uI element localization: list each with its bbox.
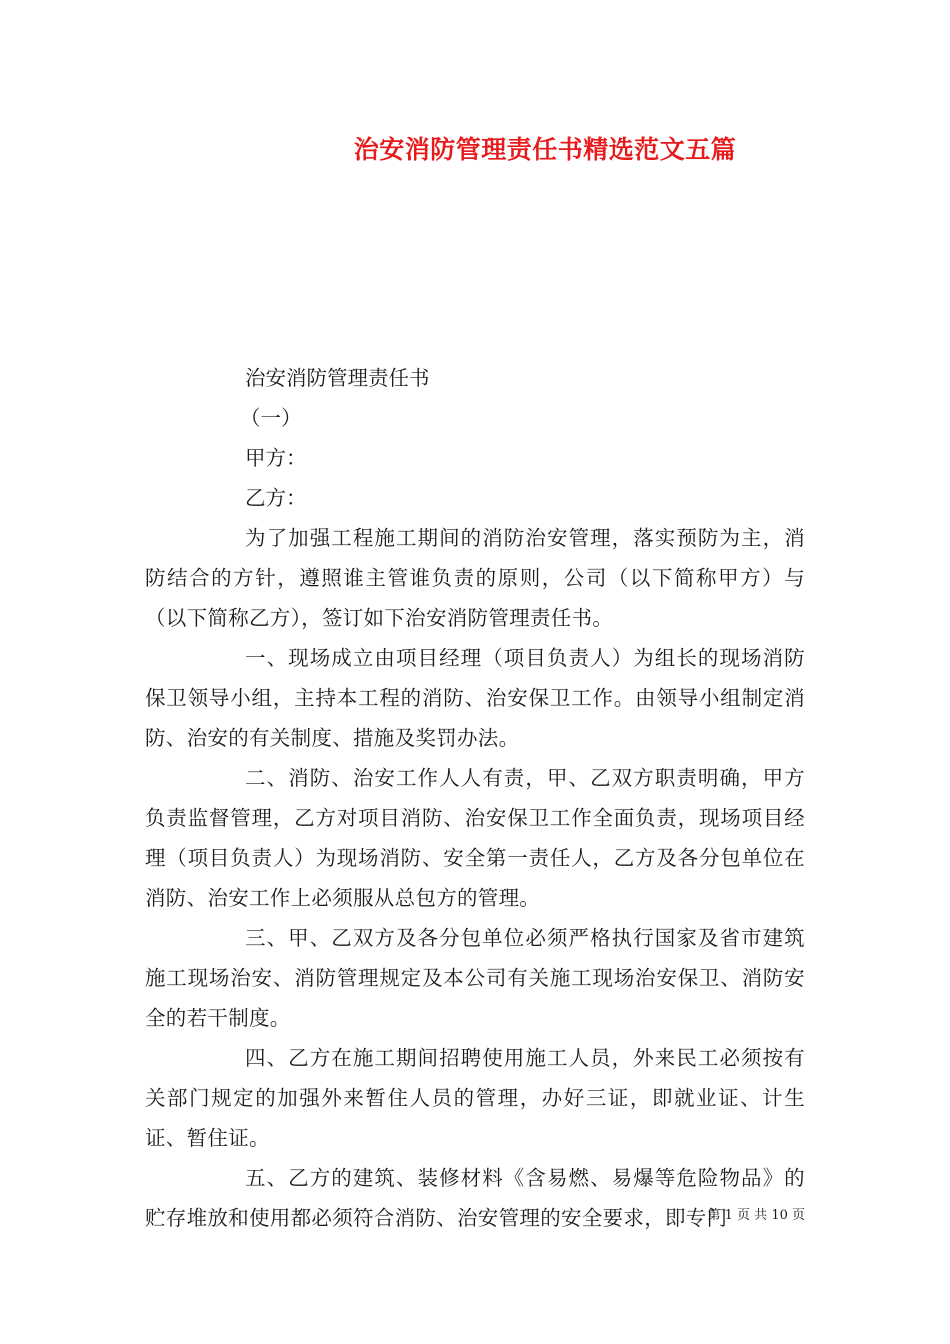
section-number: （一） [240, 406, 302, 430]
paragraph-clause-3: 三、甲、乙双方及各分包单位必须严格执行国家及省市建筑施工现场治安、消防管理规定及本公司有关施工现场治安保卫、消防安全的若干制度。 [145, 926, 805, 1030]
paragraph-clause-2: 二、消防、治安工作人人有责，甲、乙双方职责明确，甲方负责监督管理，乙方对项目消防、治安保卫工作全面负责，现场项目经理（项目负责人）为现场消防、安全第一责任人，乙方及各分包单位在消防、治安工作上必须服从总包方的管理。 [145, 766, 805, 910]
paragraph-clause-4: 四、乙方在施工期间招聘使用施工人员，外来民工必须按有关部门规定的加强外来暂住人员的管理，办好三证，即就业证、计生证、暂住证。 [145, 1046, 805, 1150]
document-title: 治安消防管理责任书精选范文五篇 [353, 135, 737, 164]
page-number-footer: 第 1 页 共 10 页 [707, 1208, 805, 1223]
party-a-line: 甲方： [245, 446, 307, 470]
subtitle: 治安消防管理责任书 [245, 366, 430, 390]
paragraph-clause-1: 一、现场成立由项目经理（项目负责人）为组长的现场消防保卫领导小组，主持本工程的消防、治安保卫工作。由领导小组制定消防、治安的有关制度、措施及奖罚办法。 [145, 646, 805, 750]
document-body [145, 358, 805, 1238]
party-b-line: 乙方： [245, 486, 307, 510]
paragraph-intro: 为了加强工程施工期间的消防治安管理，落实预防为主，消防结合的方针，遵照谁主管谁负责的原则，公司（以下简称甲方）与（以下简称乙方），签订如下治安消防管理责任书。 [145, 526, 805, 630]
paragraph-clause-5: 五、乙方的建筑、装修材料《含易燃、易爆等危险物品》的贮存堆放和使用都必须符合消防、治安管理的安全要求，即专门 [145, 1166, 805, 1230]
